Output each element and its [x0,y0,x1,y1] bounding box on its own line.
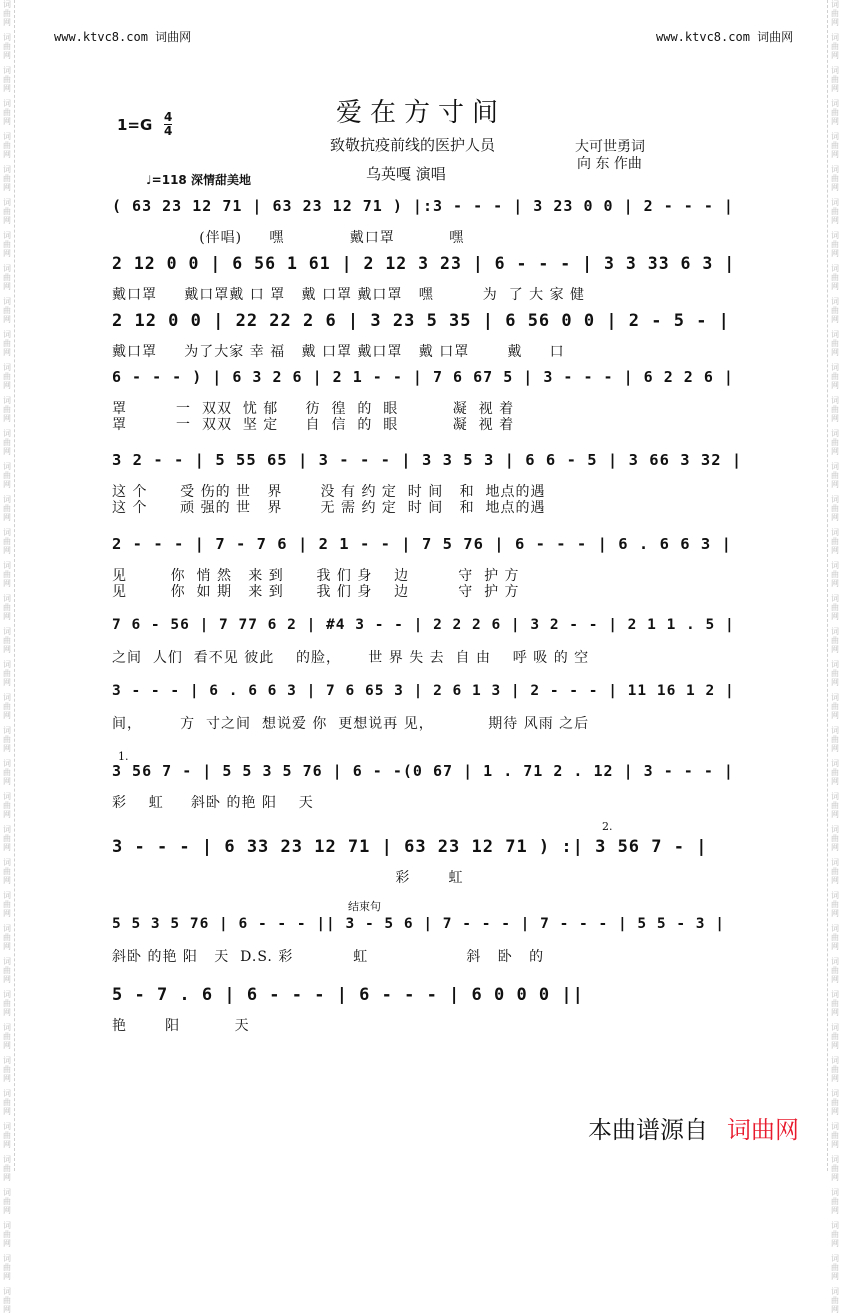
side-watermark-text: 词曲网 [831,990,839,1017]
lyrics-line: 这 个 受 伤的 世 界 没 有 约 定 时 间 和 地点的遇 [112,484,546,500]
score-marker-ending: 结束句 [348,900,381,913]
side-watermark-text: 词曲网 [3,132,11,159]
side-watermark-text: 词曲网 [3,759,11,786]
side-watermark-text: 词曲网 [831,99,839,126]
side-watermark-text: 词曲网 [831,231,839,258]
side-watermark-text: 词曲网 [831,891,839,918]
side-watermark-text: 词曲网 [831,297,839,324]
side-watermark-text: 词曲网 [3,693,11,720]
side-watermark-text: 词曲网 [831,1155,839,1182]
song-title: 爱在方寸间 [335,98,506,128]
side-watermark-text: 词曲网 [3,792,11,819]
time-sig-top: 4 [164,110,173,124]
notes-line: 2 12 0 0 | 22 22 2 6 | 3 23 5 35 | 6 56 0 0 | 2 - 5 - | [112,311,730,331]
side-watermark-text: 词曲网 [831,759,839,786]
lyrics-line: 间， 方 寸之间 想说爱 你 更想说再 见， 期待 风雨 之后 [112,716,590,732]
side-watermark-text: 词曲网 [831,132,839,159]
side-watermark-text: 词曲网 [831,462,839,489]
lyrics-line: 罩 一 双双 忧 郁 彷 徨 的 眼 凝 视 着 [112,401,515,417]
side-watermark-text: 词曲网 [3,363,11,390]
side-watermark-text: 词曲网 [831,1287,839,1314]
lyrics-line: 戴口罩 为了大家 幸 福 戴 口罩 戴口罩 戴 口罩 戴 口 [112,344,565,360]
lyrics-line: 艳 阳 天 [112,1018,250,1034]
notes-line: 3 - - - | 6 . 6 6 3 | 7 6 65 3 | 2 6 1 3 | 2 - - - | 11 16 1 2 | [112,683,735,699]
side-watermark-text: 词曲网 [3,660,11,687]
side-watermark-text: 词曲网 [831,1122,839,1149]
side-watermark-text: 词曲网 [831,924,839,951]
side-watermark-text: 词曲网 [831,825,839,852]
notes-line: 3 - - - | 6 33 23 12 71 | 63 23 12 71 ) :| 3 56 7 - | [112,837,708,857]
notes-line: 3 56 7 - | 5 5 3 5 76 | 6 - -(0 67 | 1 . 71 2 . 12 | 3 - - - | [112,762,734,780]
footer-brand[interactable]: 词曲网 [727,1116,799,1144]
lyrics-line: 见 你 如 期 来 到 我 们 身 边 守 护 方 [112,584,520,600]
lyrics-line: 彩 虹 斜卧 的艳 阳 天 [112,795,314,811]
lyrics-line: (伴唱) 嘿 戴口罩 嘿 [112,230,465,246]
score-marker-volta1: 1. [118,750,129,763]
side-watermark-text: 词曲网 [831,33,839,60]
side-watermark-text: 词曲网 [3,429,11,456]
side-watermark-text: 词曲网 [831,693,839,720]
side-watermark-text: 词曲网 [3,396,11,423]
side-watermark-text: 词曲网 [3,1188,11,1215]
side-watermark-text: 词曲网 [3,297,11,324]
side-watermark-text: 词曲网 [831,528,839,555]
side-watermark-text: 词曲网 [3,1287,11,1314]
side-watermark-text: 词曲网 [831,957,839,984]
side-watermark-text: 词曲网 [3,924,11,951]
time-signature [164,111,172,138]
side-watermark-text: 词曲网 [3,66,11,93]
notes-line: 5 5 3 5 76 | 6 - - - || 3 - 5 6 | 7 - - - | 7 - - - | 5 5 - 3 | [112,916,725,932]
side-watermark-text: 词曲网 [831,1221,839,1248]
notes-line: 7 6 - 56 | 7 77 6 2 | #4 3 - - | 2 2 2 6 | 3 2 - - | 2 1 1 . 5 | [112,617,735,633]
notes-line: 2 - - - | 7 - 7 6 | 2 1 - - | 7 5 76 | 6 - - - | 6 . 6 6 3 | [112,535,732,553]
side-watermark-text: 词曲网 [3,462,11,489]
side-watermark-text: 词曲网 [831,198,839,225]
site-url-right[interactable]: www.ktvc8.com 词曲网 [656,30,794,44]
side-watermark-text: 词曲网 [831,1188,839,1215]
side-watermark-text: 词曲网 [3,99,11,126]
lyrics-line: 戴口罩 戴口罩戴 口 罩 戴 口罩 戴口罩 嘿 为 了 大 家 健 [112,287,586,303]
time-sig-bottom: 4 [164,124,173,138]
side-watermark-text: 词曲网 [3,231,11,258]
side-watermark-text: 词曲网 [3,594,11,621]
tempo-marking: ♩=118 深情甜美地 [146,173,251,187]
footer-source-label: 本曲谱源自 [588,1116,708,1144]
side-watermark-text: 词曲网 [831,594,839,621]
side-watermark-text: 词曲网 [3,264,11,291]
side-watermark-text: 词曲网 [831,363,839,390]
side-watermark-text: 词曲网 [3,33,11,60]
notes-line: 6 - - - ) | 6 3 2 6 | 2 1 - - | 7 6 67 5 | 3 - - - | 6 2 2 6 | [112,368,734,386]
side-watermark-text: 词曲网 [831,0,839,27]
dedication: 致敬抗疫前线的医护人员 [330,136,496,154]
side-watermark-text: 词曲网 [3,1155,11,1182]
side-watermark-text: 词曲网 [3,330,11,357]
site-url-left[interactable]: www.ktvc8.com 词曲网 [54,30,192,44]
lyrics-line: 之间 人们 看不见 彼此 的脸， 世 界 失 去 自 由 呼 吸 的 空 [112,650,590,666]
side-watermark-text: 词曲网 [3,165,11,192]
side-watermark-text: 词曲网 [3,495,11,522]
side-watermark-text: 词曲网 [3,1023,11,1050]
side-watermark-text: 词曲网 [3,1089,11,1116]
right-watermark-strip [827,0,842,1314]
side-watermark-text: 词曲网 [831,1089,839,1116]
lyricist: 大可世勇词 [575,139,645,155]
side-watermark-text: 词曲网 [3,1221,11,1248]
lyrics-line: 彩 虹 [112,870,464,886]
notes-line: 3 2 - - | 5 55 65 | 3 - - - | 3 3 5 3 | 6 6 - 5 | 3 66 3 32 | [112,451,743,469]
side-watermark-text: 词曲网 [831,627,839,654]
notes-line: 5 - 7 . 6 | 6 - - - | 6 - - - | 6 0 0 0 || [112,985,584,1005]
side-watermark-text: 词曲网 [831,792,839,819]
side-watermark-text: 词曲网 [3,1122,11,1149]
side-watermark-text: 词曲网 [3,0,11,27]
side-watermark-text: 词曲网 [3,1056,11,1083]
side-watermark-text: 词曲网 [3,198,11,225]
notes-line: 2 12 0 0 | 6 56 1 61 | 2 12 3 23 | 6 - - - | 3 3 33 6 3 | [112,254,736,273]
lyrics-line: 见 你 悄 然 来 到 我 们 身 边 守 护 方 [112,568,520,584]
side-watermark-text: 词曲网 [831,264,839,291]
side-watermark-text: 词曲网 [831,396,839,423]
singer: 乌英嘎 演唱 [366,165,446,183]
side-watermark-text: 词曲网 [3,561,11,588]
lyrics-line: 罩 一 双双 坚 定 自 信 的 眼 凝 视 着 [112,417,515,433]
side-watermark-text: 词曲网 [831,726,839,753]
lyrics-line: 斜卧 的艳 阳 天 D.S. 彩 虹 斜 卧 的 [112,949,545,965]
side-watermark-text: 词曲网 [831,165,839,192]
side-watermark-text: 词曲网 [3,528,11,555]
side-watermark-text: 词曲网 [831,1254,839,1281]
side-watermark-text: 词曲网 [831,1056,839,1083]
side-watermark-text: 词曲网 [831,1023,839,1050]
side-watermark-text: 词曲网 [3,990,11,1017]
score-marker-volta2: 2. [602,820,613,833]
left-watermark-strip [0,0,15,1314]
side-watermark-text: 词曲网 [3,957,11,984]
side-watermark-text: 词曲网 [3,858,11,885]
side-watermark-text: 词曲网 [831,66,839,93]
side-watermark-text: 词曲网 [3,726,11,753]
lyrics-line: 这 个 顽 强的 世 界 无 需 约 定 时 间 和 地点的遇 [112,500,546,516]
side-watermark-text: 词曲网 [831,858,839,885]
side-watermark-text: 词曲网 [831,660,839,687]
side-watermark-text: 词曲网 [831,495,839,522]
side-watermark-text: 词曲网 [3,825,11,852]
side-watermark-text: 词曲网 [3,627,11,654]
side-watermark-text: 词曲网 [831,561,839,588]
key-signature: 1=G [117,116,153,134]
composer: 向 东 作曲 [577,156,642,172]
side-watermark-text: 词曲网 [831,429,839,456]
side-watermark-text: 词曲网 [3,1254,11,1281]
notes-line: ( 63 23 12 71 | 63 23 12 71 ) |:3 - - - | 3 23 0 0 | 2 - - - | [112,197,734,215]
side-watermark-text: 词曲网 [3,891,11,918]
side-watermark-text: 词曲网 [831,330,839,357]
